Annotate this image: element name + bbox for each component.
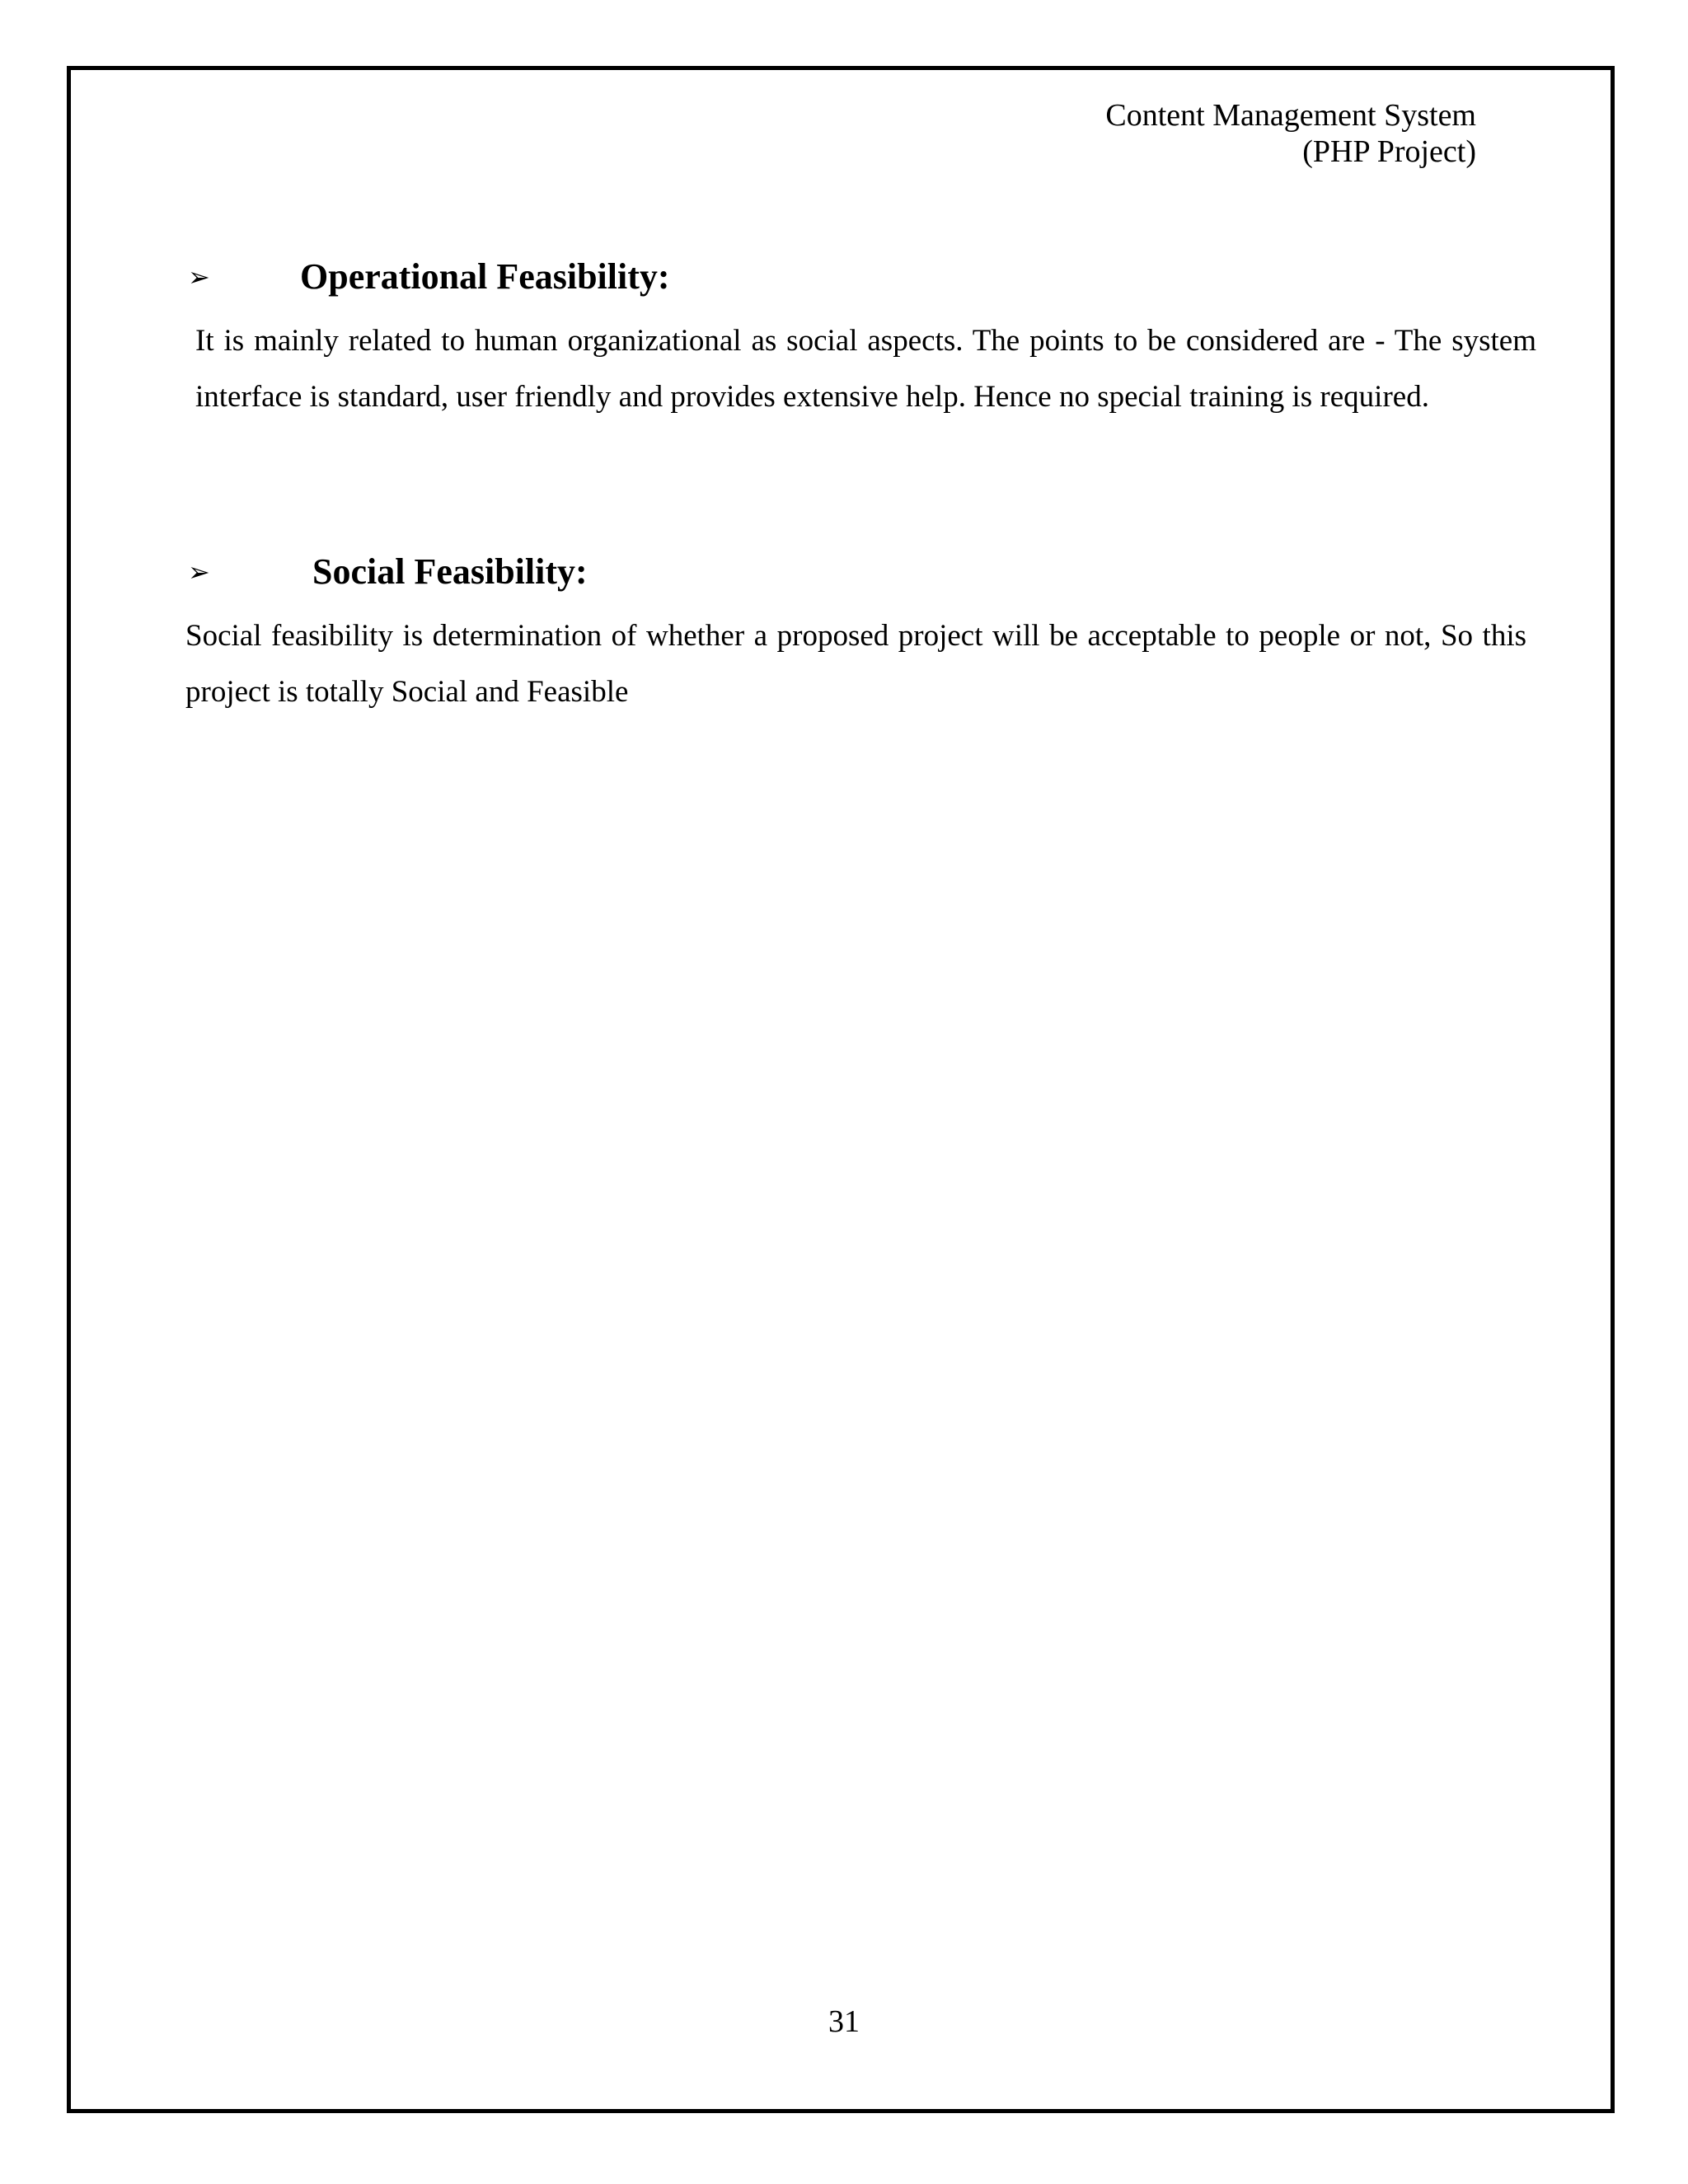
section-body-social: Social feasibility is determination of whether a proposed project will be acceptable to people or not, So this project is totally Social and Feasible: [185, 619, 1526, 709]
header-subtitle: (PHP Project): [1302, 134, 1476, 169]
section-title: Social Feasibility:: [312, 551, 588, 592]
page-number: 31: [828, 2004, 860, 2039]
section-title: Operational Feasibility:: [300, 256, 670, 297]
header-title: Content Management System: [1105, 98, 1476, 133]
section-body-operational: It is mainly related to human organizational as social aspects. The points to be considered are - The system interface is standard, user friendly and provides extensive help. Hence no special training is required.: [195, 324, 1536, 414]
running-header: [1105, 97, 1476, 170]
arrow-bullet-icon: ➢: [188, 557, 210, 587]
section-heading-operational: [188, 254, 670, 300]
section-heading-social: [188, 549, 588, 595]
arrow-bullet-icon: ➢: [188, 262, 210, 292]
